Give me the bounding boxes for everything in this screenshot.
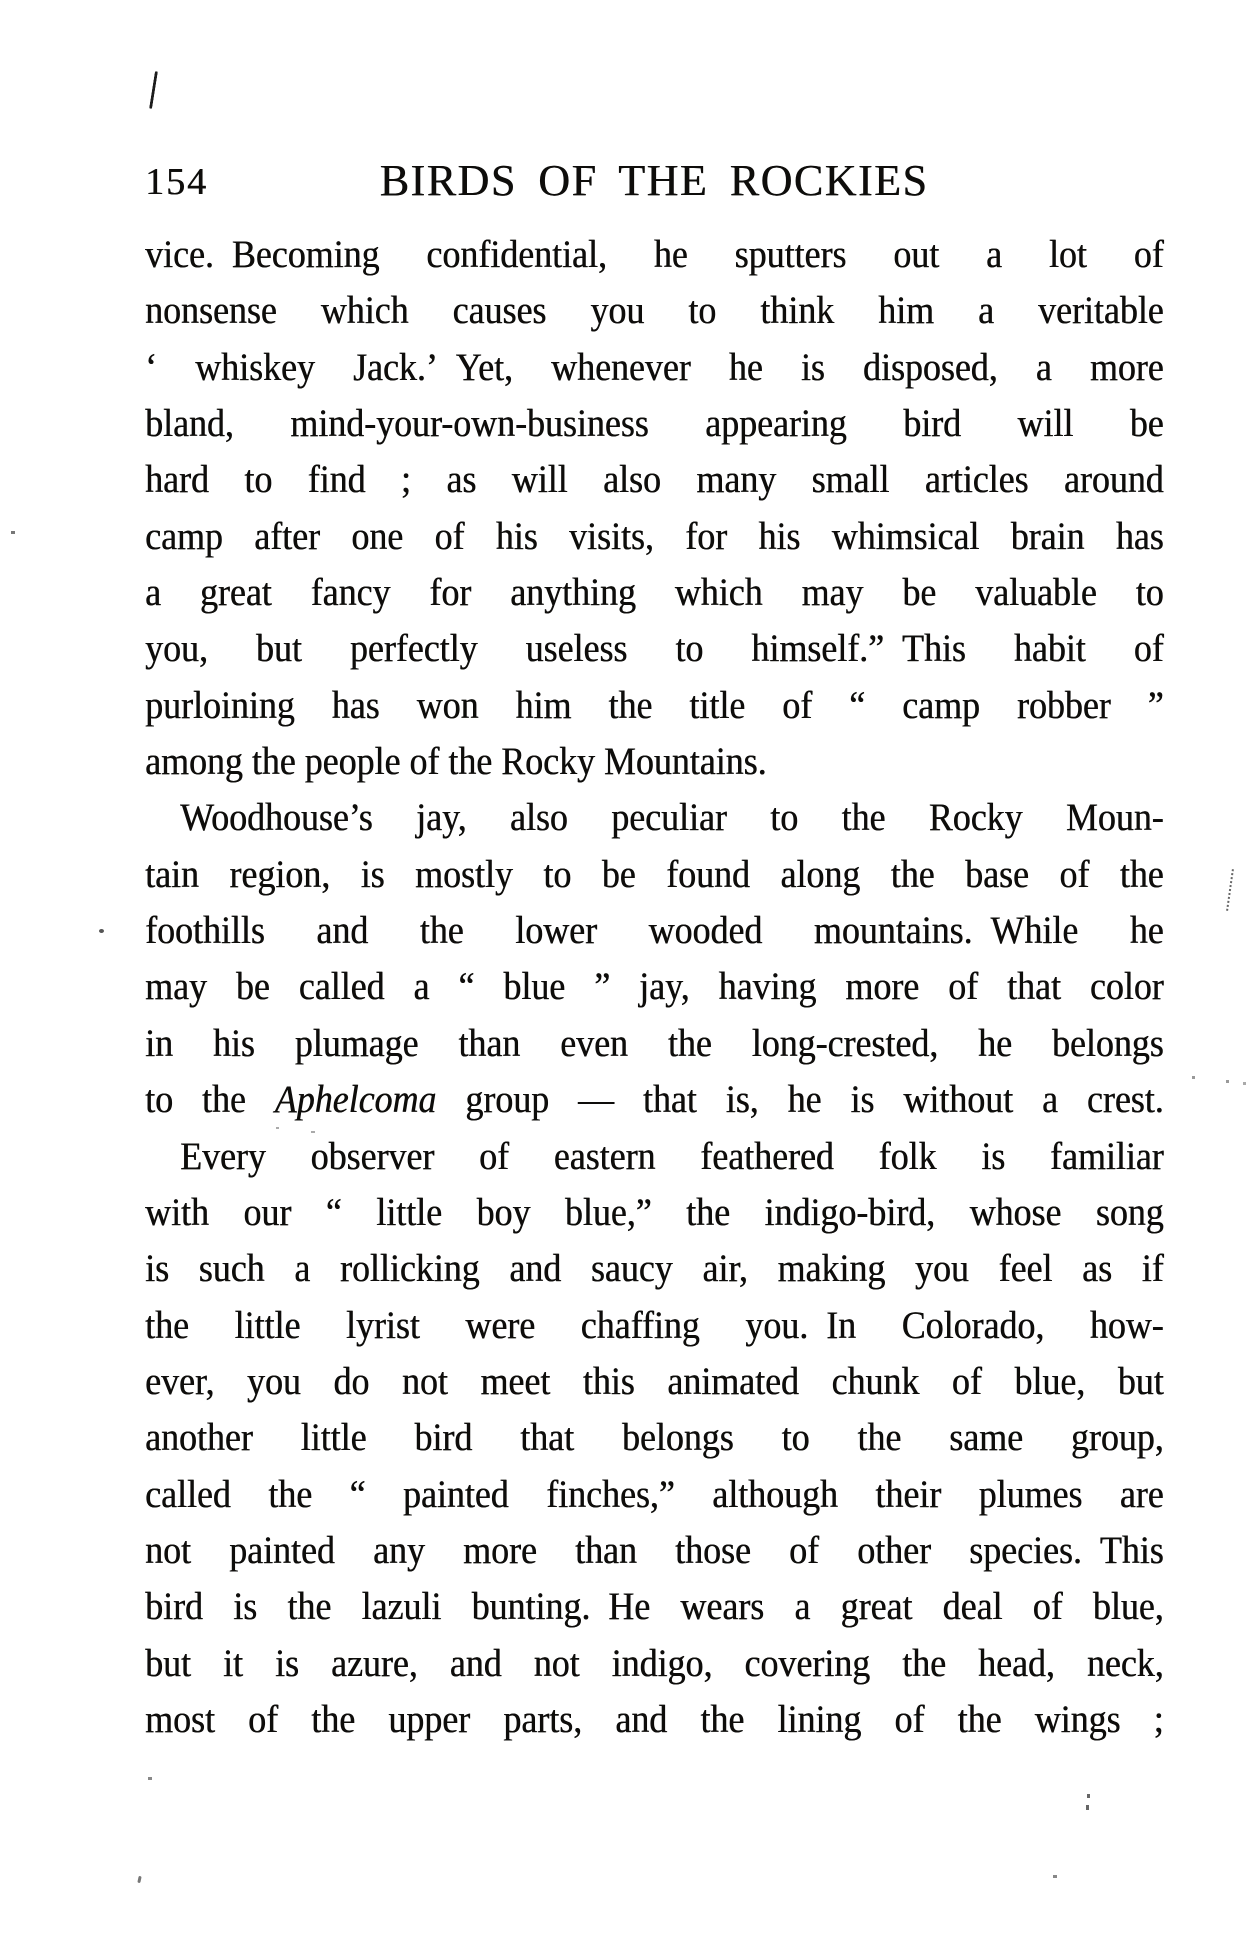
text-line: the little lyrist were chaffing you. In Colorado, how- [145, 1303, 1164, 1347]
scan-speck-dotted-line [1226, 869, 1234, 911]
scan-speck [1086, 1805, 1089, 1810]
page-text-block [145, 227, 1164, 1748]
text-line [145, 1072, 1164, 1128]
text-line: camp after one of his visits, for his whimsical brain has [145, 514, 1164, 558]
text-line: a great fancy for anything which may be valuable to [145, 571, 1164, 615]
page-header [145, 156, 1163, 207]
text-line: Woodhouse’s jay, also peculiar to the Rocky Moun- [179, 796, 1164, 840]
species-name-italic: Aphelcoma [274, 1078, 437, 1122]
text-line: not painted any more than those of other species. This [145, 1528, 1164, 1572]
text-line: among the people of the Rocky Mountains. [145, 740, 767, 784]
text-line: purloining has won him the title of “ camp robber ” [145, 683, 1164, 727]
text-line: in his plumage than even the long-crested, he belongs [145, 1021, 1164, 1065]
text-line: is such a rollicking and saucy air, making you feel as if [145, 1247, 1164, 1291]
text-line: another little bird that belongs to the same group, [145, 1416, 1164, 1460]
running-header-title: BIRDS OF THE ROCKIES [379, 156, 929, 205]
scan-speck [1053, 1875, 1057, 1878]
scan-speck [1226, 1080, 1229, 1083]
text-line: Every observer of eastern feathered folk is familiar [179, 1134, 1164, 1178]
text-line: ever, you do not meet this animated chunk of blue, but [145, 1359, 1164, 1403]
scan-speck [1192, 1076, 1195, 1079]
text-line: hard to find ; as will also many small articles around [145, 458, 1164, 502]
scan-speck [148, 1777, 152, 1780]
text-segment: to the [145, 1078, 275, 1122]
text-line: may be called a “ blue ” jay, having more of that color [145, 965, 1164, 1009]
text-line: most of the upper parts, and the lining of the wings ; [145, 1697, 1164, 1741]
text-line: but it is azure, and not indigo, covering the head, neck, [145, 1641, 1164, 1685]
page-number: 154 [145, 161, 208, 203]
stray-pen-mark [149, 71, 158, 109]
text-line: tain region, is mostly to be found along the base of the [145, 852, 1164, 896]
text-line: foothills and the lower wooded mountains. While he [145, 909, 1164, 953]
text-line: nonsense which causes you to think him a veritable [145, 289, 1164, 333]
text-segment: group — that is, he is without a crest. [436, 1078, 1164, 1122]
scan-speck [1087, 1794, 1090, 1798]
scan-speck [1243, 1082, 1246, 1085]
text-line: you, but perfectly useless to himself.” This habit of [145, 627, 1164, 671]
text-line: bird is the lazuli bunting. He wears a great deal of blue, [145, 1585, 1164, 1629]
text-line: vice. Becoming confidential, he sputters out a lot of [145, 233, 1164, 276]
scan-speck [11, 531, 15, 534]
text-line: ‘ whiskey Jack.’ Yet, whenever he is disposed, a more [145, 345, 1164, 389]
scan-speck [137, 1876, 141, 1883]
scan-speck [99, 929, 104, 933]
text-line: with our “ little boy blue,” the indigo-bird, whose song [145, 1190, 1164, 1234]
text-line: bland, mind-your-own-business appearing bird will be [145, 402, 1164, 446]
text-line: called the “ painted finches,” although their plumes are [145, 1472, 1164, 1516]
